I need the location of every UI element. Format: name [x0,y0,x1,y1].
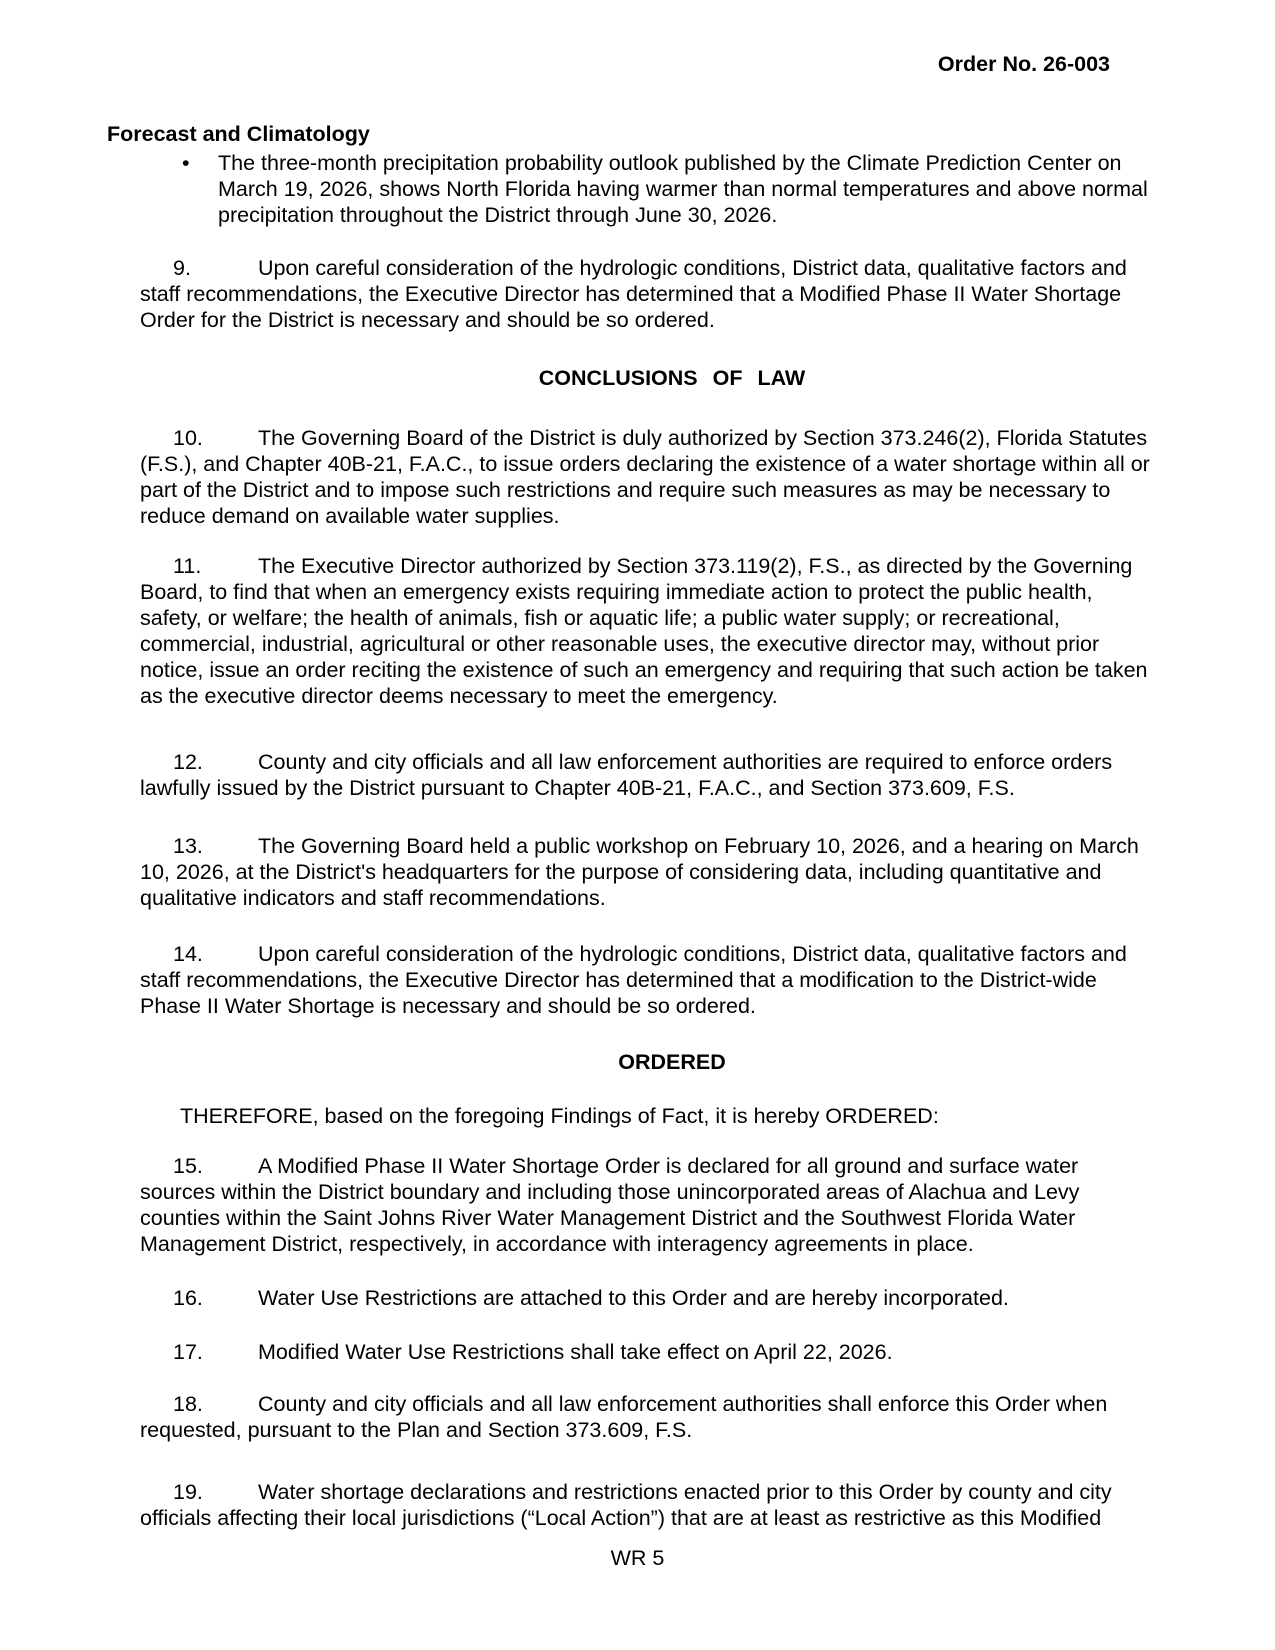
paragraph-17-number: 17. [173,1340,203,1364]
paragraph-16 [140,1285,1155,1311]
paragraph-18-number: 18. [173,1392,203,1416]
paragraph-13-number: 13. [173,834,203,858]
paragraph-10-text: The Governing Board of the District is duly authorized by Section 373.246(2), Florida Statutes (F.S.), and Chapter 40B-21, F.A.C., to issue orders declaring the existence of a water shortage within all or part of the District and to impose such restrictions and require such measures as may be necessary to reduce demand on available water supplies. [140,426,1150,528]
paragraph-10 [140,425,1155,529]
paragraph-9-number: 9. [173,256,191,280]
paragraph-17 [140,1339,1155,1365]
paragraph-12 [140,749,1155,801]
paragraph-14-text: Upon careful consideration of the hydrologic conditions, District data, qualitative factors and staff recommendations, the Executive Director has determined that a modification to the District-wide Phase II Water Shortage is necessary and should be so ordered. [140,942,1127,1018]
paragraph-19 [140,1479,1155,1531]
forecast-bullet-list [107,150,1155,228]
paragraph-18-text: County and city officials and all law enforcement authorities shall enforce this Order when requested, pursuant to the Plan and Section 373.609, F.S. [140,1392,1108,1442]
paragraph-11 [140,553,1155,709]
page-number-footer: WR 5 [610,1546,665,1570]
paragraph-15-number: 15. [173,1154,203,1178]
section-heading-conclusions-of-law: CONCLUSIONS OF LAW [538,366,806,390]
paragraph-11-text: The Executive Director authorized by Section 373.119(2), F.S., as directed by the Governing Board, to find that when an emergency exists requiring immediate action to protect the public health, safety, or welfare; the health of animals, fish or aquatic life; a public water supply; or recreational, commercial, industrial, agricultural or other reasonable uses, the executive director may, without prior notice, issue an order reciting the existence of such an emergency and requiring that such action be taken as the executive director deems necessary to meet the emergency. [140,554,1148,708]
paragraph-19-text: Water shortage declarations and restrictions enacted prior to this Order by county and city officials affecting their local jurisdictions (“Local Action”) that are at least as restrictive as this Modified [140,1480,1112,1530]
section-heading-forecast-and-climatology: Forecast and Climatology [107,122,370,146]
paragraph-13 [140,833,1155,911]
order-number: Order No. 26-003 [937,52,1110,76]
section-heading-ordered: ORDERED [618,1050,726,1074]
paragraph-12-text: County and city officials and all law enforcement authorities are required to enforce orders lawfully issued by the District pursuant to Chapter 40B-21, F.A.C., and Section 373.609, F.S. [140,750,1113,800]
paragraph-13-text: The Governing Board held a public workshop on February 10, 2026, and a hearing on March 10, 2026, at the District's headquarters for the purpose of considering data, including quantitative and qualitative indicators and staff recommendations. [140,834,1139,910]
therefore-clause: THEREFORE, based on the foregoing Findings of Fact, it is hereby ORDERED: [180,1104,939,1128]
paragraph-15 [140,1153,1155,1257]
paragraph-18 [140,1391,1155,1443]
paragraph-9-text: Upon careful consideration of the hydrologic conditions, District data, qualitative factors and staff recommendations, the Executive Director has determined that a Modified Phase II Water Shortage Order for the District is necessary and should be so ordered. [140,256,1127,332]
paragraph-16-number: 16. [173,1286,203,1310]
paragraph-16-text: Water Use Restrictions are attached to this Order and are hereby incorporated. [258,1286,1009,1310]
paragraph-15-text: A Modified Phase II Water Shortage Order is declared for all ground and surface water sources within the District boundary and including those unincorporated areas of Alachua and Levy counties within the Saint Johns River Water Management District and the Southwest Florida Water Management District, respectively, in accordance with interagency agreements in place. [140,1154,1080,1256]
bullet-item: • The three-month precipitation probability outlook published by the Climate Prediction Center on March 19, 2026, shows North Florida having warmer than normal temperatures and above normal precipitation throughout the District through June 30, 2026. [218,150,1155,228]
paragraph-10-number: 10. [173,426,203,450]
paragraph-14 [140,941,1155,1019]
paragraph-17-text: Modified Water Use Restrictions shall take effect on April 22, 2026. [258,1340,893,1364]
paragraph-14-number: 14. [173,942,203,966]
paragraph-12-number: 12. [173,750,203,774]
paragraph-19-number: 19. [173,1480,203,1504]
paragraph-9 [140,255,1155,333]
paragraph-11-number: 11. [173,554,202,578]
